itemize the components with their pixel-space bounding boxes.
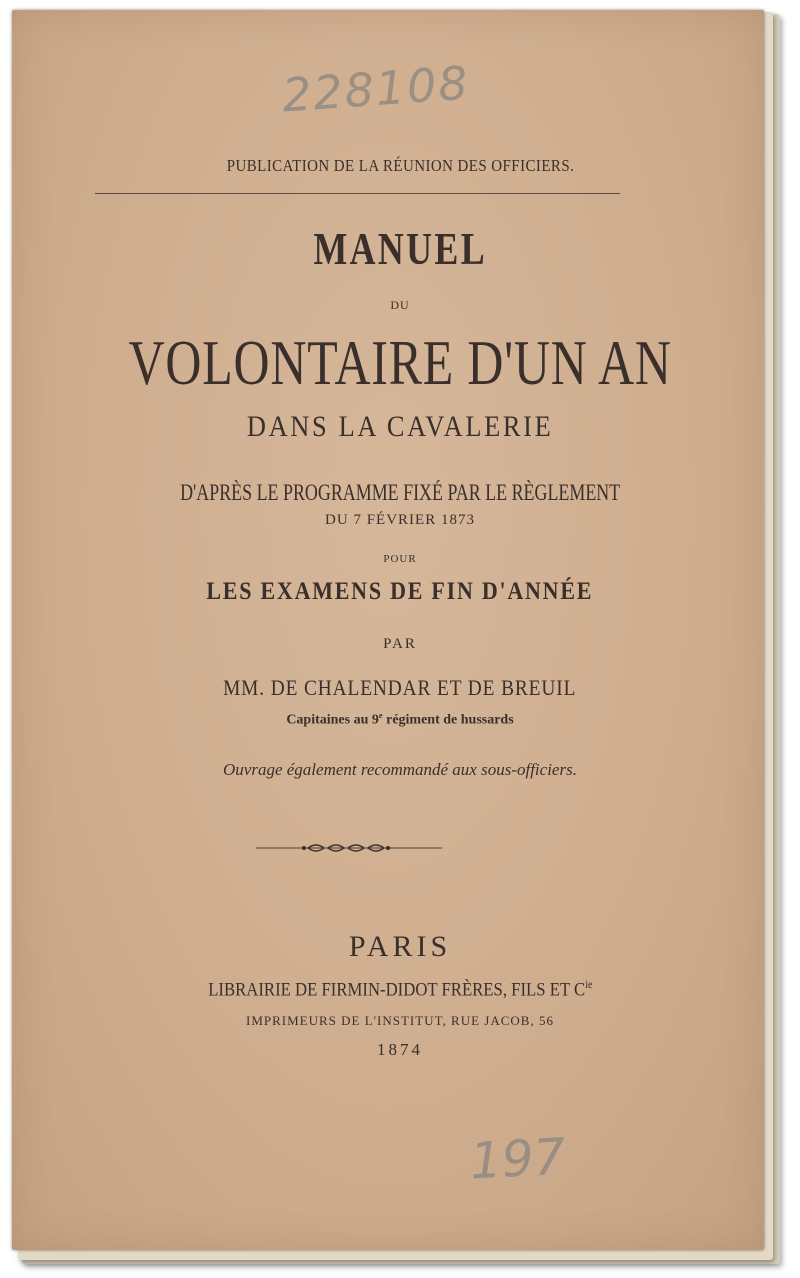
ornament-divider (256, 840, 442, 856)
subtitle-programme: D'APRÈS LE PROGRAMME FIXÉ PAR LE RÈGLEMENT (179, 480, 621, 505)
header-rule (95, 193, 620, 194)
imprint-city: PARIS (348, 930, 452, 963)
authors-par: PAR (383, 636, 417, 652)
cover-page (12, 10, 764, 1250)
recommendation: Ouvrage également recommandé aux sous-officiers. (223, 760, 577, 779)
imprint-year: 1874 (377, 1040, 423, 1059)
handwritten-shelf-number: 197 (468, 1127, 567, 1191)
imprint-printer: IMPRIMEURS DE L'INSTITUT, RUE JACOB, 56 (246, 1013, 554, 1028)
subtitle-pour: POUR (383, 553, 417, 565)
publication-line: PUBLICATION DE LA RÉUNION DES OFFICIERS. (226, 156, 574, 175)
subtitle-examens: LES EXAMENS DE FIN D'ANNÉE (206, 578, 594, 605)
handwritten-catalog-number: 228108 (280, 55, 472, 123)
authors-names: MM. DE CHALENDAR ET DE BREUIL (223, 675, 577, 700)
title-volontaire: VOLONTAIRE D'UN AN (128, 327, 672, 398)
title-manuel: MANUEL (313, 223, 487, 274)
authors-role: Capitaines au 9e régiment de hussards (286, 711, 514, 728)
title-du: DU (390, 298, 410, 312)
subtitle-date: DU 7 FÉVRIER 1873 (325, 512, 475, 528)
title-cavalerie: DANS LA CAVALERIE (246, 410, 554, 443)
imprint-publisher: LIBRAIRIE DE FIRMIN-DIDOT FRÈRES, FILS ET $C^{ie}$ (207, 979, 593, 1001)
